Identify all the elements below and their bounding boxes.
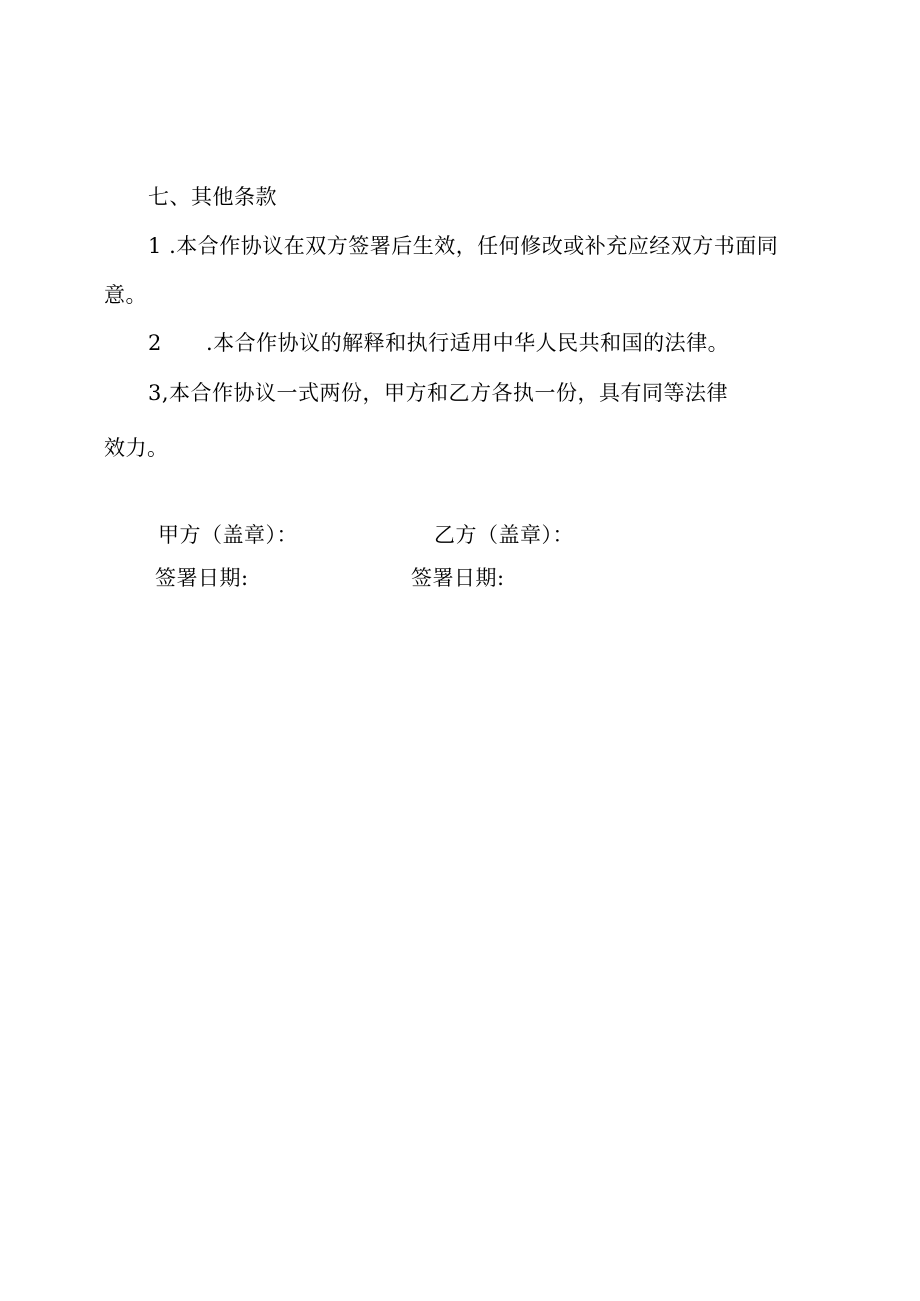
- clause-1-line-2: 意。: [104, 283, 147, 307]
- clause-1-number: 1: [148, 234, 162, 258]
- clause-3-text: 本合作协议一式两份，甲方和乙方各执一份，具有同等法律: [169, 381, 729, 405]
- clause-1-text: .本合作协议在双方签署后生效，任何修改或补充应经双方书面同: [169, 234, 779, 258]
- clause-2-text: .本合作协议的解释和执行适用中华人民共和国的法律。: [206, 331, 730, 355]
- clause-3-line-1: [148, 378, 728, 408]
- party-b-date-label: 签署日期:: [411, 566, 505, 590]
- clause-2-line-1: [148, 328, 729, 358]
- clause-1-line-1: [148, 231, 778, 261]
- party-a-date-label: 签署日期:: [155, 566, 249, 590]
- party-b-seal-label: 乙方（盖章）：: [434, 523, 574, 547]
- party-a-seal-label: 甲方（盖章）：: [158, 523, 298, 547]
- clause-3-line-2: 效力。: [104, 436, 169, 460]
- section-heading: 七、其他条款: [148, 185, 277, 209]
- clause-2-number: 2: [148, 331, 162, 355]
- clause-3-number: 3,: [148, 381, 170, 405]
